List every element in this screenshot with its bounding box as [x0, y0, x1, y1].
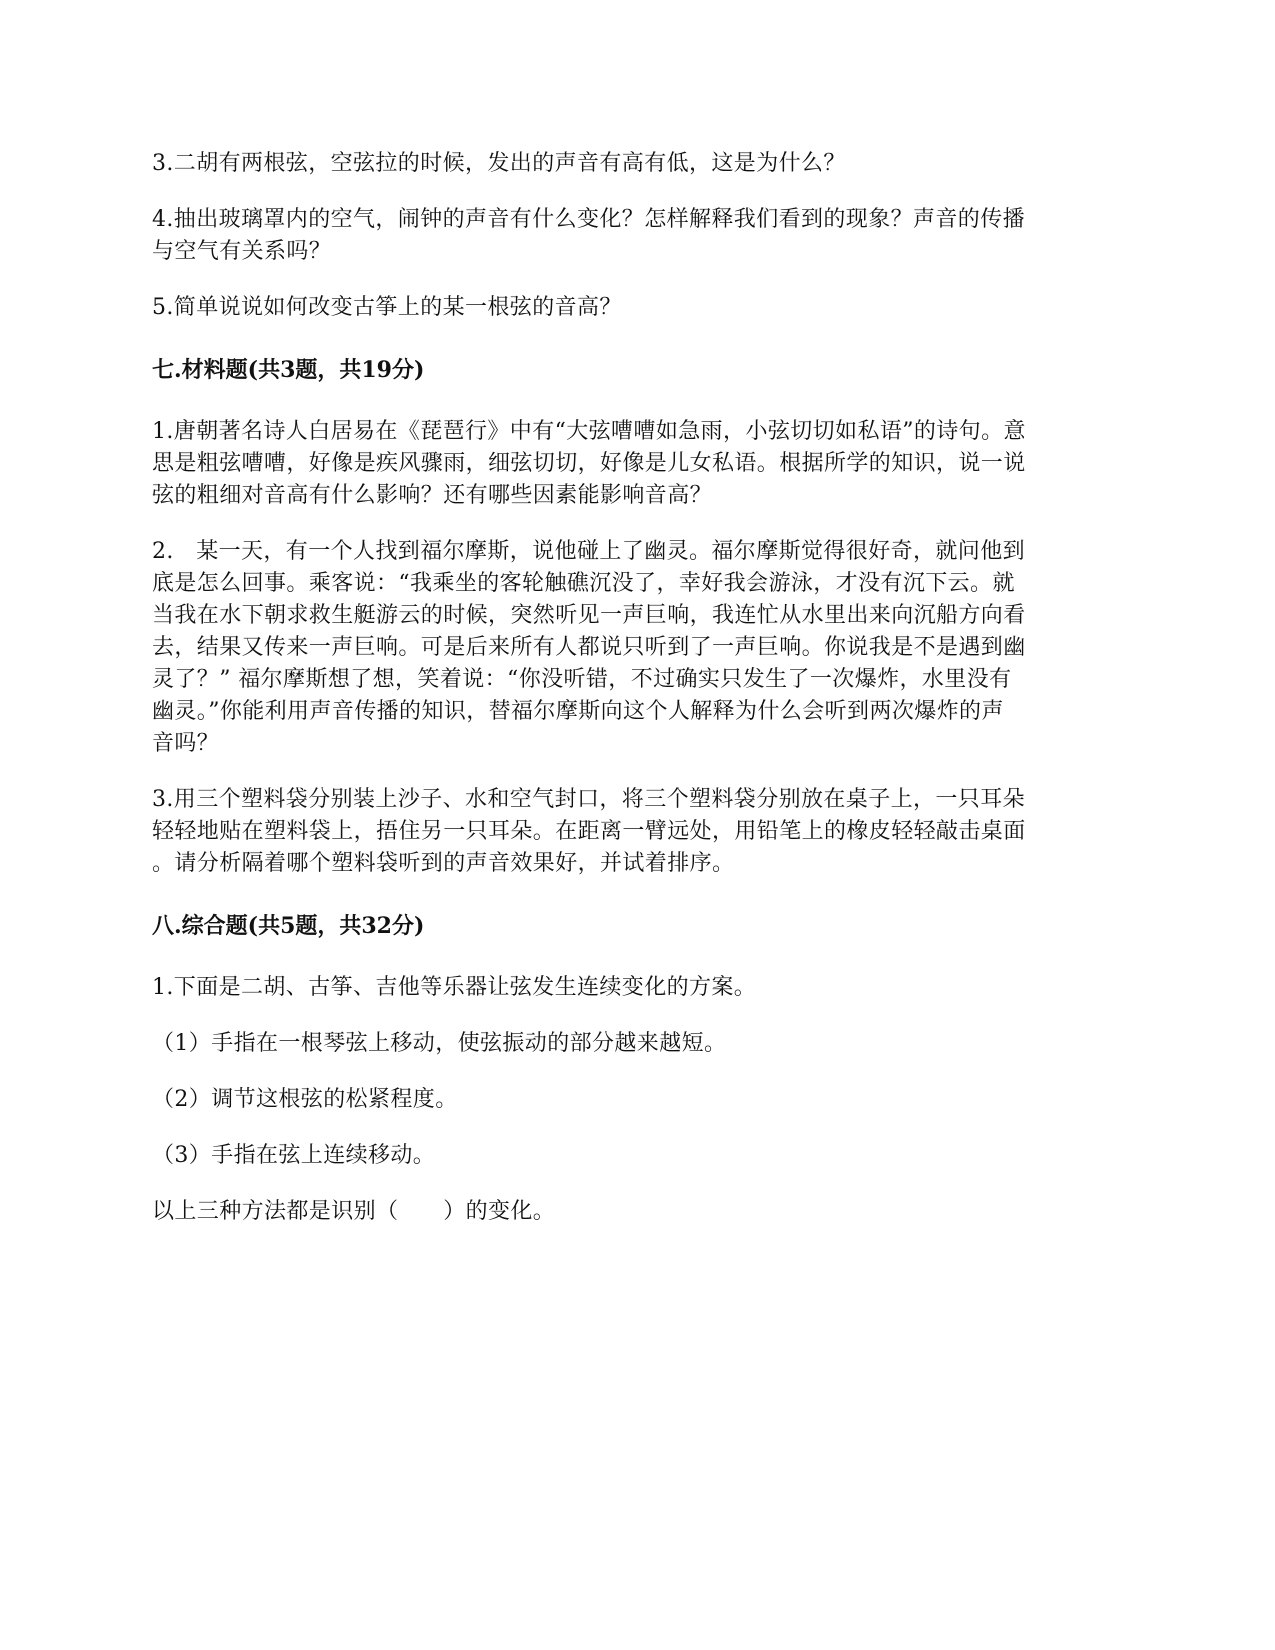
- question-text-line: 当我在水下朝求救生艇游云的时候，突然听见一声巨响，我连忙从水里出来向沉船方向看: [152, 603, 1026, 628]
- question-3: [152, 148, 1127, 180]
- question-text-line: 以上三种方法都是识别（ ）的变化。: [152, 1199, 556, 1224]
- section-8-option-3: [152, 1140, 1127, 1172]
- question-text-line: 3.二胡有两根弦，空弦拉的时候，发出的声音有高有低，这是为什么？: [152, 151, 846, 176]
- question-text-line: 与空气有关系吗？: [152, 239, 332, 264]
- question-text-line: 思是粗弦嘈嘈，好像是疾风骤雨，细弦切切，好像是儿女私语。根据所学的知识，说一说: [152, 451, 1026, 476]
- question-text-line: 4.抽出玻璃罩内的空气，闹钟的声音有什么变化？怎样解释我们看到的现象？声音的传播: [152, 207, 1025, 232]
- question-text-line: 。请分析隔着哪个塑料袋听到的声音效果好，并试着排序。: [152, 851, 735, 876]
- section-8-heading: 八.综合题(共5题，共32分): [152, 913, 425, 939]
- section-7-question-2: [152, 536, 1127, 760]
- section-7-question-3: [152, 784, 1127, 880]
- option-text-line: （3）手指在弦上连续移动。: [152, 1143, 436, 1168]
- option-text-line: （2）调节这根弦的松紧程度。: [152, 1087, 458, 1112]
- section-8-option-2: [152, 1084, 1127, 1116]
- question-text-line: 弦的粗细对音高有什么影响？还有哪些因素能影响音高？: [152, 483, 713, 508]
- option-text-line: （1）手指在一根琴弦上移动，使弦振动的部分越来越短。: [152, 1031, 727, 1056]
- question-text-line: 底是怎么回事。乘客说：“我乘坐的客轮触礁沉没了，幸好我会游泳，才没有沉下云。就: [152, 571, 1015, 596]
- question-text-line: 3.用三个塑料袋分别装上沙子、水和空气封口，将三个塑料袋分别放在桌子上，一只耳朵: [152, 787, 1025, 812]
- question-text-line: 1.下面是二胡、古筝、吉他等乐器让弦发生连续变化的方案。: [152, 975, 757, 1000]
- page-content: [152, 148, 1127, 1252]
- section-8-conclusion: [152, 1196, 1127, 1228]
- section-8-question-1-intro: [152, 972, 1127, 1004]
- section-7-question-1: [152, 416, 1127, 512]
- question-text-line: 灵了？” 福尔摩斯想了想，笑着说：“你没听错，不过确实只发生了一次爆炸，水里没有: [152, 667, 1012, 692]
- section-7-heading: 七.材料题(共3题，共19分): [152, 357, 425, 383]
- question-text-line: 5.简单说说如何改变古筝上的某一根弦的音高？: [152, 295, 622, 320]
- question-text-line: 2. 某一天，有一个人找到福尔摩斯，说他碰上了幽灵。福尔摩斯觉得很好奇，就问他到: [152, 539, 1025, 564]
- question-text-line: 去，结果又传来一声巨响。可是后来所有人都说只听到了一声巨响。你说我是不是遇到幽: [152, 635, 1026, 660]
- question-5: [152, 292, 1127, 324]
- question-text-line: 幽灵。”你能利用声音传播的知识，替福尔摩斯向这个人解释为什么会听到两次爆炸的声: [152, 699, 1004, 724]
- question-text-line: 轻轻地贴在塑料袋上，捂住另一只耳朵。在距离一臂远处，用铅笔上的橡皮轻轻敲击桌面: [152, 819, 1026, 844]
- question-4: [152, 204, 1127, 268]
- question-text-line: 1.唐朝著名诗人白居易在《琵琶行》中有“大弦嘈嘈如急雨，小弦切切如私语”的诗句。意: [152, 419, 1026, 444]
- section-8-option-1: [152, 1028, 1127, 1060]
- question-text-line: 音吗？: [152, 731, 220, 756]
